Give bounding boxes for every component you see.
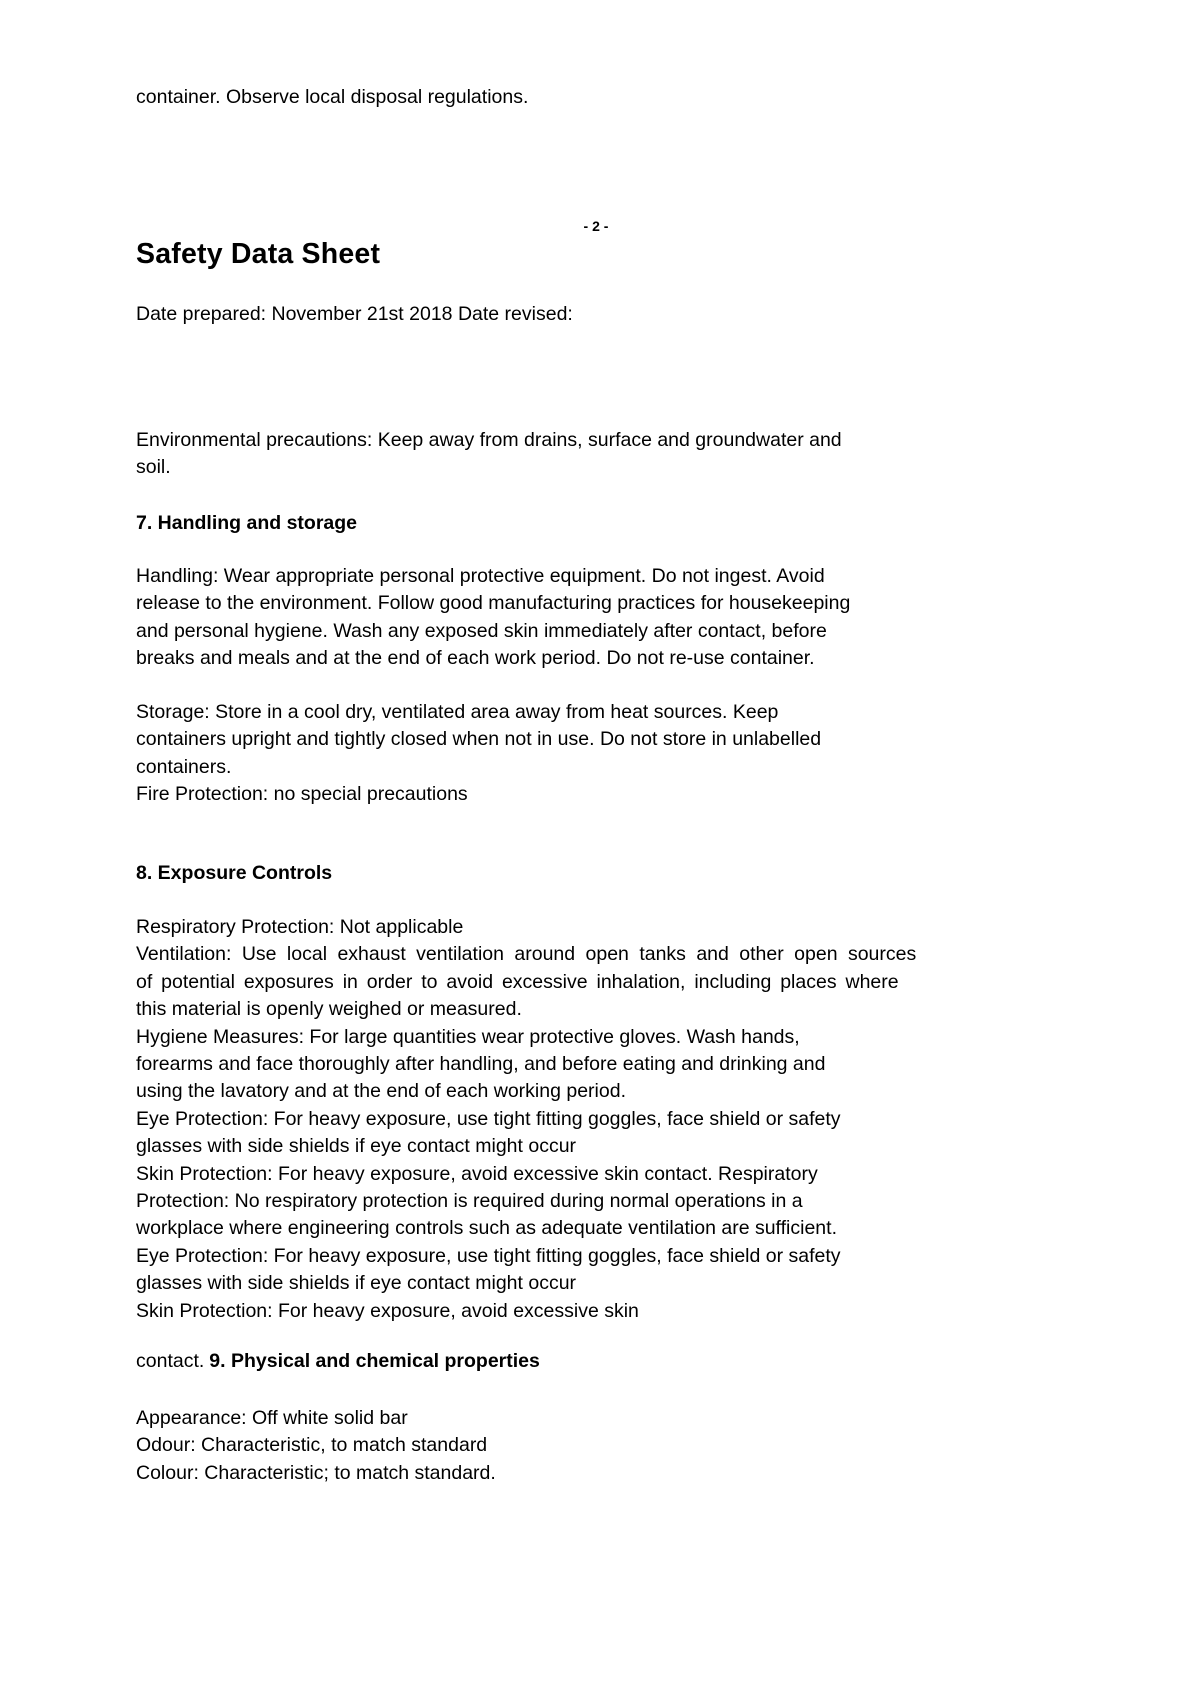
text-line: Respiratory Protection: Not applicable [136, 916, 464, 938]
text-line: Storage: Store in a cool dry, ventilated area away from heat sources. Keep [136, 701, 779, 723]
handling-paragraph [136, 563, 1054, 673]
text-line: of potential exposures in order to avoid excessive inhalation, including places where [136, 970, 899, 993]
text-line: Handling: Wear appropriate personal protective equipment. Do not ingest. Avoid [136, 565, 825, 587]
property-line-appearance: Appearance: Off white solid bar [136, 1407, 408, 1429]
text-line: breaks and meals and at the end of each work period. Do not re-use container. [136, 647, 815, 670]
exposure-controls-paragraph [136, 914, 1054, 1325]
text-line: Environmental precautions: Keep away from drains, surface and groundwater and [136, 429, 842, 451]
text-line: Eye Protection: For heavy exposure, use tight fitting goggles, face shield or safety [136, 1244, 841, 1267]
text-line: container. Observe local disposal regulations. [136, 86, 529, 108]
section-9-heading: 9. Physical and chemical properties [209, 1350, 540, 1372]
text-line: Protection: No respiratory protection is required during normal operations in a [136, 1190, 803, 1213]
text-line: Hygiene Measures: For large quantities wear protective gloves. Wash hands, [136, 1025, 800, 1048]
storage-paragraph [136, 699, 1054, 809]
text-line: Fire Protection: no special precautions [136, 783, 468, 806]
date-line [136, 301, 1054, 328]
text-line: and personal hygiene. Wash any exposed skin immediately after contact, before [136, 619, 827, 642]
text-line: containers. [136, 755, 232, 778]
text-line: this material is openly weighed or measured. [136, 998, 522, 1021]
text-line: soil. [136, 456, 171, 479]
text-line: glasses with side shields if eye contact might occur [136, 1272, 577, 1295]
physical-properties-list [136, 1405, 1054, 1487]
text-line: Date prepared: November 21st 2018 Date revised: [136, 303, 573, 325]
property-line-colour: Colour: Characteristic; to match standard. [136, 1461, 496, 1484]
text-line: using the lavatory and at the end of each working period. [136, 1080, 626, 1103]
text-line: Eye Protection: For heavy exposure, use tight fitting goggles, face shield or safety [136, 1107, 841, 1130]
section-8-heading: 8. Exposure Controls [136, 862, 333, 884]
text-line: Skin Protection: For heavy exposure, avoid excessive skin [136, 1299, 639, 1322]
text-line: workplace where engineering controls such as adequate ventilation are sufficient. [136, 1217, 837, 1240]
text-line: containers upright and tightly closed when not in use. Do not store in unlabelled [136, 728, 822, 751]
text-line: glasses with side shields if eye contact might occur [136, 1135, 577, 1158]
section-9-heading-line [136, 1348, 1054, 1375]
environmental-precautions-paragraph [136, 427, 1054, 482]
text-line: forearms and face thoroughly after handling, and before eating and drinking and [136, 1053, 826, 1076]
section-9-lead-text: contact. [136, 1350, 205, 1372]
page-title: Safety Data Sheet [136, 238, 381, 270]
intro-paragraph [136, 84, 1054, 111]
property-line-odour: Odour: Characteristic, to match standard [136, 1434, 488, 1457]
text-line: Ventilation: Use local exhaust ventilation around open tanks and other open sources [136, 943, 917, 966]
text-line: release to the environment. Follow good manufacturing practices for housekeeping [136, 592, 851, 615]
text-line: Skin Protection: For heavy exposure, avoid excessive skin contact. Respiratory [136, 1162, 818, 1185]
section-7-heading: 7. Handling and storage [136, 512, 358, 534]
page-number: - 2 - [583, 218, 609, 234]
